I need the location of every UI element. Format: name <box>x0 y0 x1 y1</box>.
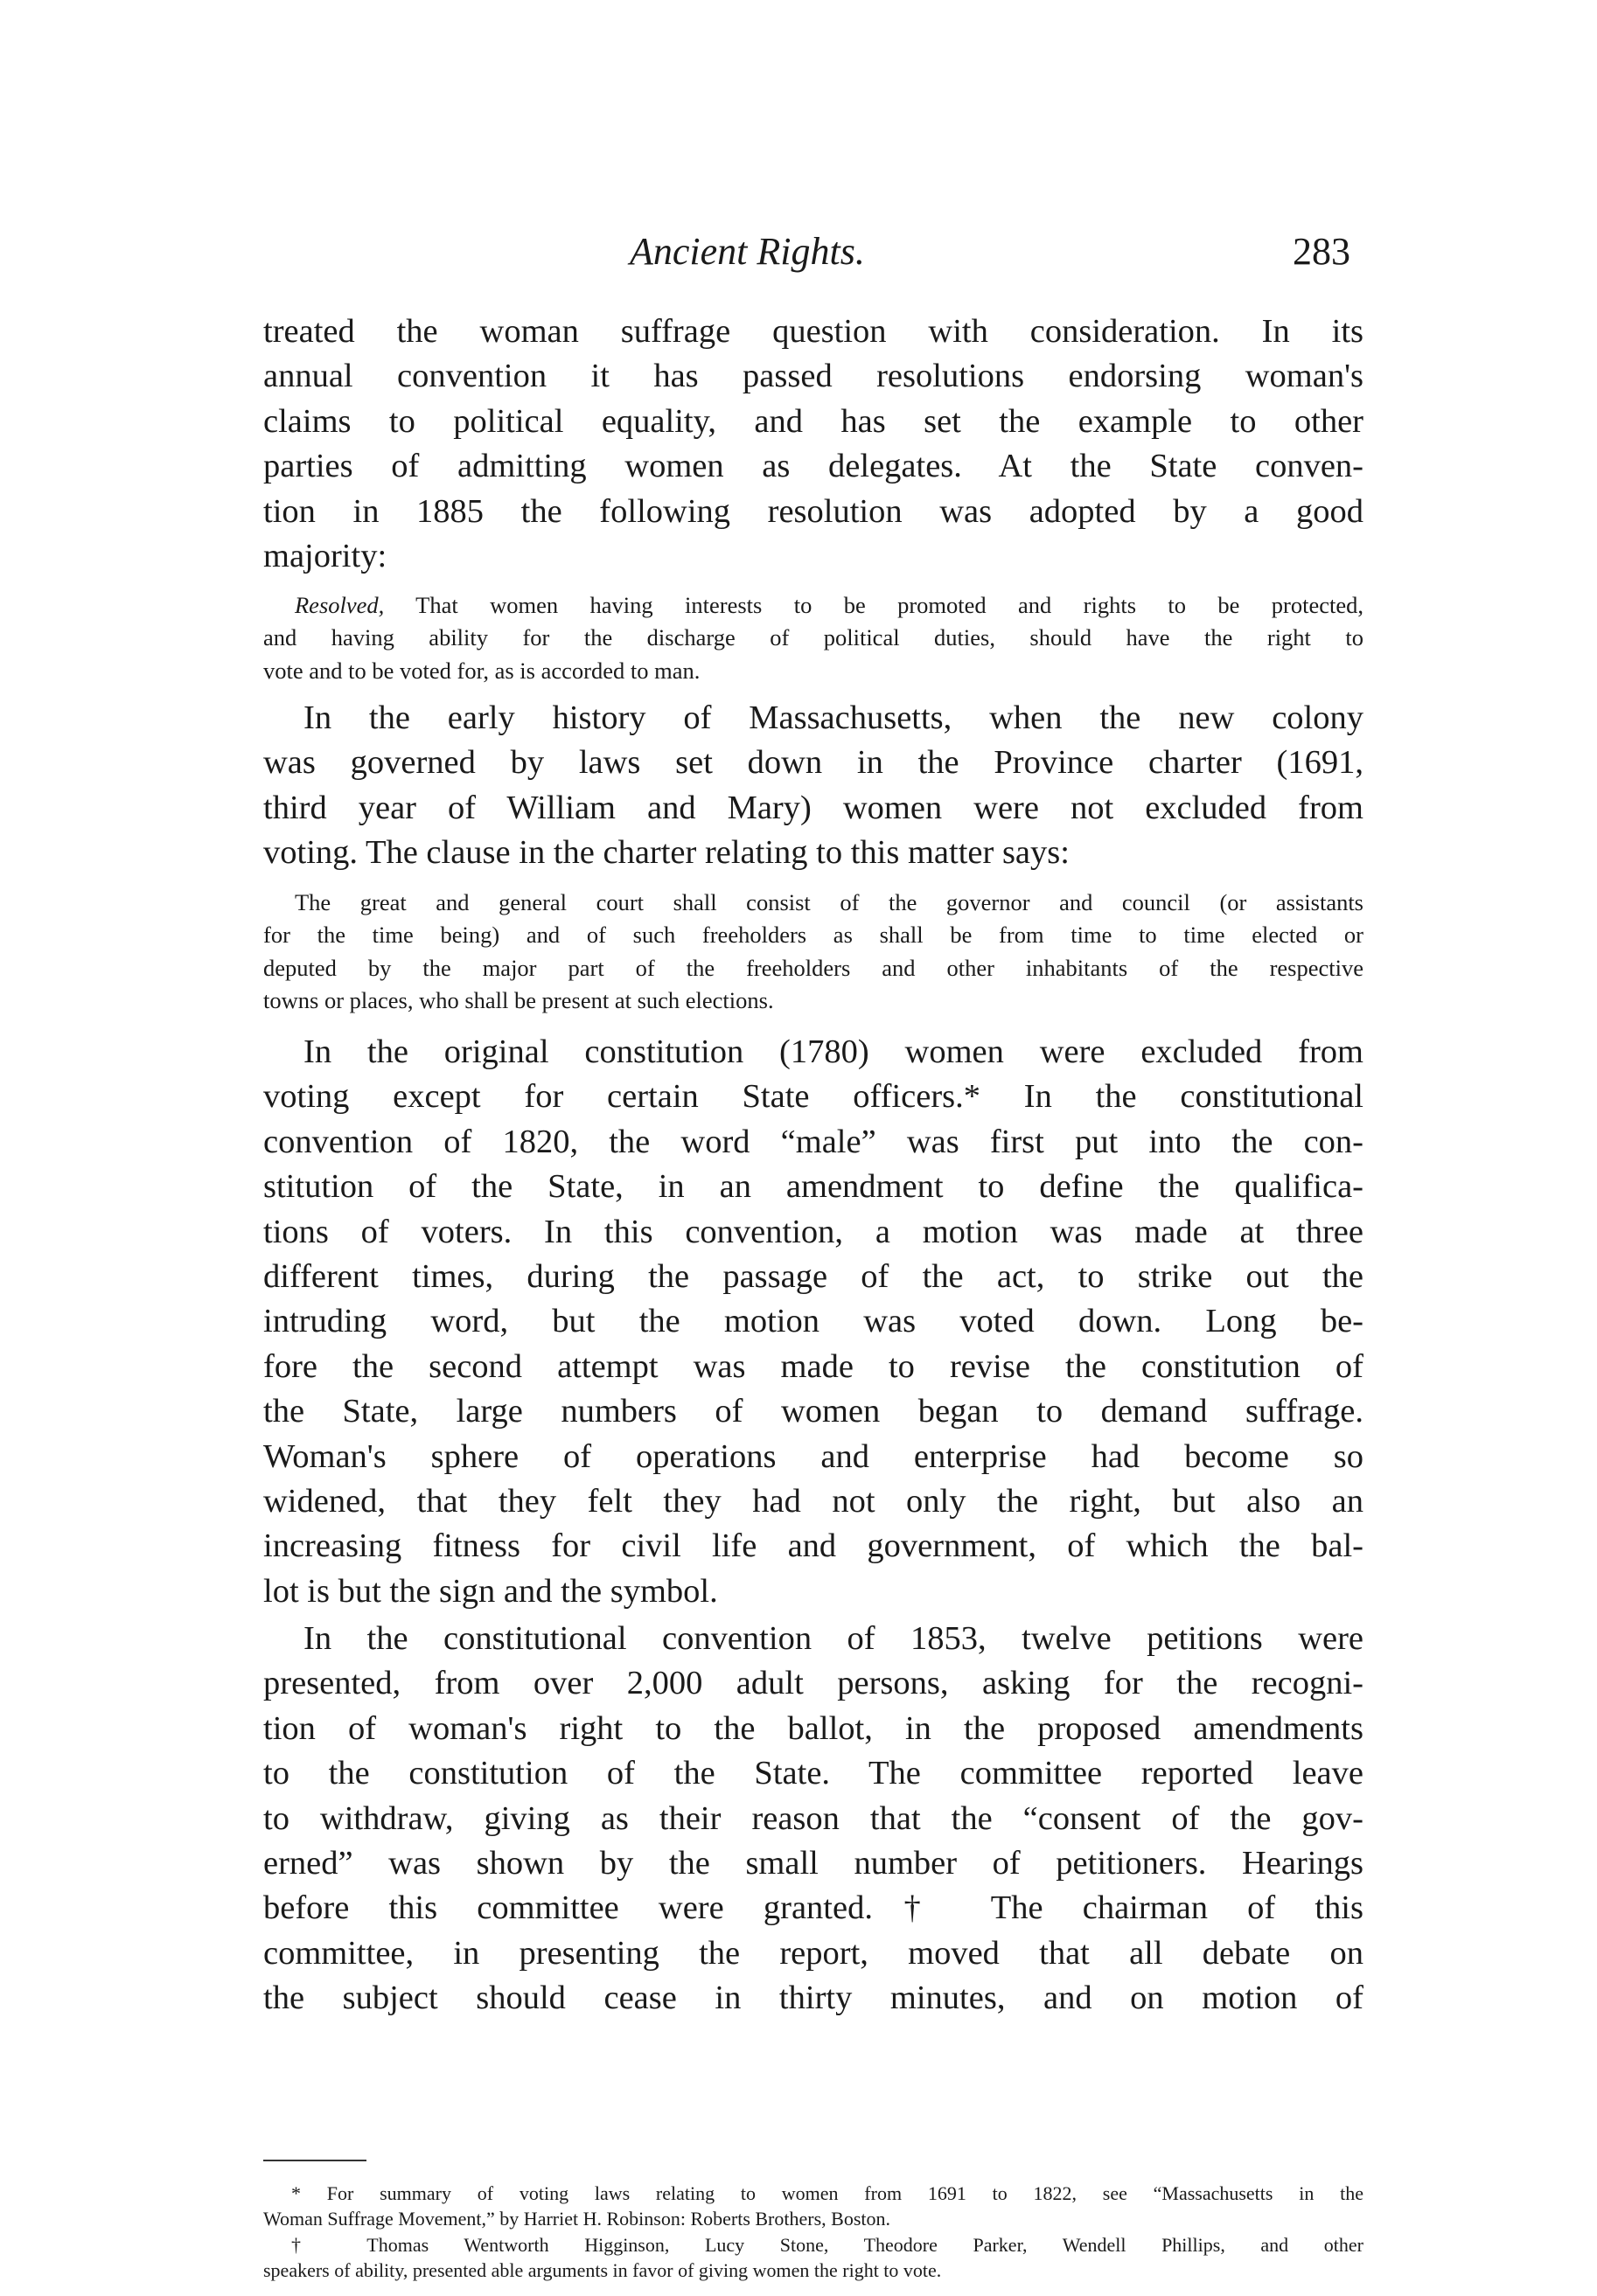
text-line: tion of woman's right to the ballot, in the proposed amendments <box>263 1709 1363 1747</box>
text-line: * For summary of voting laws relating to women from 1691 to 1822, see “Massachusetts in the <box>291 2182 1363 2204</box>
charter-quote <box>263 887 1363 1018</box>
text-line: † Thomas Wentworth Higginson, Lucy Stone, Theodore Parker, Wendell Phillips, and other <box>291 2234 1363 2256</box>
text-line: was governed by laws set down in the Province charter (1691, <box>263 744 1363 782</box>
text-line: voting except for certain State officers.* In the constitutional <box>263 1078 1363 1116</box>
text-line: convention of 1820, the word “male” was first put into the con- <box>263 1123 1363 1160</box>
text-line: The great and general court shall consist of the governor and council (or assistants <box>295 889 1363 915</box>
text-line: the subject should cease in thirty minutes, and on motion of <box>263 1979 1363 2017</box>
text-line: annual convention it has passed resolutions endorsing woman's <box>263 358 1363 395</box>
text-line: stitution of the State, in an amendment to define the qualifica- <box>263 1168 1363 1206</box>
text-line: to withdraw, giving as their reason that the “consent of the gov- <box>263 1799 1363 1837</box>
text-line: increasing fitness for civil life and government, of which the bal- <box>263 1527 1363 1565</box>
text-line: intruding word, but the motion was voted down. Long be- <box>263 1303 1363 1340</box>
text-line: tions of voters. In this convention, a motion was made at three <box>263 1213 1363 1250</box>
text-line: In the original constitution (1780) women were excluded from <box>303 1033 1363 1070</box>
paragraph-1 <box>263 310 1363 579</box>
text-line: Resolved, That women having interests to be promoted and rights to be protected, <box>295 592 1363 618</box>
text-line: majority: <box>263 537 387 574</box>
text-line: speakers of ability, presented able arguments in favor of giving women the right to vote. <box>263 2259 942 2281</box>
text-line: Woman Suffrage Movement,” by Harriet H. Robinson: Roberts Brothers, Boston. <box>263 2208 890 2230</box>
paragraph-2 <box>263 696 1363 876</box>
footnote-rule <box>263 2160 366 2161</box>
text-line: fore the second attempt was made to revise the constitution of <box>263 1347 1363 1385</box>
text-line: committee, in presenting the report, moved that all debate on <box>263 1934 1363 1972</box>
text-line: treated the woman suffrage question with consideration. In its <box>263 313 1363 350</box>
footnote-2 <box>263 2232 1363 2283</box>
text-line: voting. The clause in the charter relating to this matter says: <box>263 834 1070 872</box>
text-line: erned” was shown by the small number of petitioners. Hearings <box>263 1844 1363 1882</box>
text-line: towns or places, who shall be present at such elections. <box>263 987 774 1014</box>
text-line: lot is but the sign and the symbol. <box>263 1572 718 1610</box>
text-line: and having ability for the discharge of political duties, should have the right to <box>263 624 1363 651</box>
page-number: 283 <box>1293 230 1350 273</box>
paragraph-4 <box>263 1617 1363 2021</box>
text-line: vote and to be voted for, as is accorded to man. <box>263 657 701 684</box>
text-line: third year of William and Mary) women were not excluded from <box>263 789 1363 826</box>
text-line: different times, during the passage of the act, to strike out the <box>263 1257 1363 1295</box>
paragraph-3 <box>263 1030 1363 1614</box>
text-line: tion in 1885 the following resolution was adopted by a good <box>263 492 1363 530</box>
text-line: claims to political equality, and has set the example to other <box>263 402 1363 440</box>
text-line: In the constitutional convention of 1853, twelve petitions were <box>303 1620 1363 1657</box>
resolution-quote <box>263 589 1363 687</box>
text-line: the State, large numbers of women began to demand suffrage. <box>263 1393 1363 1430</box>
text-line: Woman's sphere of operations and enterprise had become so <box>263 1437 1363 1475</box>
text-line: parties of admitting women as delegates. At the State conven- <box>263 448 1363 485</box>
text-line: widened, that they felt they had not only the right, but also an <box>263 1482 1363 1520</box>
text-line: In the early history of Massachusetts, when the new colony <box>303 699 1363 736</box>
text-line: before this committee were granted.† The chairman of this <box>263 1889 1363 1927</box>
footnote-1 <box>263 2181 1363 2231</box>
text-line: for the time being) and of such freeholders as shall be from time to time elected or <box>263 922 1363 949</box>
running-title: Ancient Rights. <box>630 230 865 273</box>
text-line: deputed by the major part of the freeholders and other inhabitants of the respective <box>263 954 1363 981</box>
text-line: presented, from over 2,000 adult persons, asking for the recogni- <box>263 1665 1363 1702</box>
text-line: to the constitution of the State. The committee reported leave <box>263 1755 1363 1792</box>
